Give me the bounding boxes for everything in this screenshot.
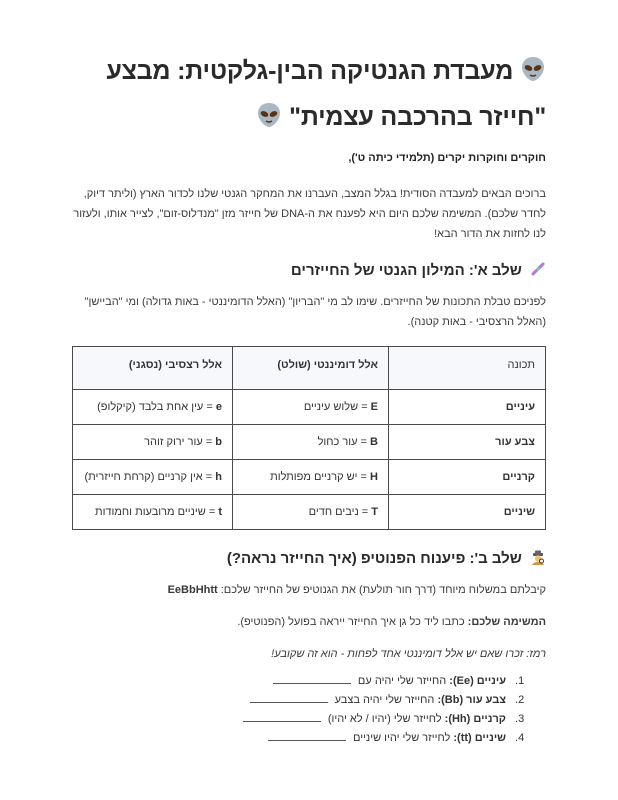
- list-item: [72, 672, 512, 691]
- recessive-cell: [73, 495, 233, 530]
- item-text: לחייזר שלי (יהיו / לא יהיו): [324, 713, 445, 725]
- table-row: [73, 425, 546, 460]
- trait-cell: עיניים: [389, 390, 546, 425]
- dominant-cell: [233, 425, 389, 460]
- genotype-value: EeBbHhtt: [167, 584, 218, 596]
- allele-description: = ניבים חדים: [308, 506, 372, 518]
- allele-description: = עין אחת בלבד (קיקלופ): [97, 401, 216, 413]
- allele-symbol: T: [371, 506, 378, 518]
- section-a-text: לפניכם טבלת התכונות של החייזרים. שימו לב מי "הבריון" (האלל הדומיננטי - באות גדולה) ומי "הביישן" (האלל הרצסיבי - באות קטנה).: [84, 296, 546, 328]
- alien-icon: [520, 52, 546, 80]
- genotype-intro: קיבלתם במשלוח מיוחד (דרך חור תולעת) את הגנוטיפ של החייזר שלכם:: [217, 584, 546, 596]
- item-text: לחייזר שלי יהיו שיניים: [349, 732, 454, 744]
- item-label: צבע עור (Bb):: [437, 694, 506, 706]
- item-label: קרניים (Hh):: [444, 713, 506, 725]
- allele-symbol: E: [370, 401, 378, 413]
- list-item: [72, 710, 512, 729]
- header-trait: תכונה: [389, 347, 546, 390]
- page-title-text: מעבדת הגנטיקה הבין-גלקטית: מבצע "חייזר בהרכבה עצמית": [106, 57, 546, 131]
- table-row: [73, 460, 546, 495]
- section-b-heading: [72, 548, 546, 570]
- allele-description: = עור ירוק זוהר: [144, 436, 216, 448]
- recessive-cell: [73, 425, 233, 460]
- allele-symbol: t: [218, 506, 222, 518]
- item-text: החייזר שלי יהיה עם: [354, 675, 450, 687]
- allele-symbol: H: [370, 471, 378, 483]
- task-text: כתבו ליד כל גן איך החייזר ייראה בפועל (הפנוטיפ).: [237, 616, 468, 628]
- item-label: עיניים (Ee):: [449, 675, 506, 687]
- section-a-heading: [72, 260, 546, 282]
- section-b-heading-text: שלב ב': פיענוח הפנוטיפ (איך החייזר נראה?): [226, 550, 522, 567]
- header-recessive: אלל רצסיבי (נסגני): [73, 347, 233, 390]
- section-a-heading-text: שלב א': המילון הגנטי של החייזרים: [290, 262, 522, 279]
- allele-description: = יש קרניים מפותלות: [270, 471, 371, 483]
- allele-description: = עור כחול: [317, 436, 371, 448]
- allele-symbol: B: [370, 436, 378, 448]
- dominant-cell: [233, 460, 389, 495]
- page-title: [72, 48, 546, 140]
- list-item: [72, 691, 512, 710]
- dna-icon: [530, 261, 546, 277]
- trait-cell: שיניים: [389, 495, 546, 530]
- table-header-row: [73, 347, 546, 390]
- allele-description: = שיניים מרובעות וחמודות: [94, 506, 219, 518]
- answer-blank[interactable]: [250, 691, 328, 703]
- detective-icon: [530, 549, 546, 565]
- allele-description: = שלוש עיניים: [303, 401, 371, 413]
- header-dominant: אלל דומיננטי (שולט): [233, 347, 389, 390]
- dominant-cell: [233, 390, 389, 425]
- recessive-cell: [73, 460, 233, 495]
- phenotype-list: [72, 672, 546, 748]
- answer-blank[interactable]: [243, 710, 321, 722]
- intro-paragraph: ברוכים הבאים למעבדה הסודית! בגלל המצב, העברנו את המחקר הגנטי שלנו לכדור הארץ (וליתר דיוק, לחדר שלכם). המשימה שלכם היום היא לפענח את ה-DNA של חייזר מזן "מנדלוס-זום", לצייר אותו, ולעזור לנו לחזות את הדור הבא!: [73, 188, 546, 240]
- allele-symbol: e: [215, 401, 222, 413]
- recessive-cell: [73, 390, 233, 425]
- answer-blank[interactable]: [268, 729, 346, 741]
- allele-symbol: b: [215, 436, 222, 448]
- table-row: [73, 495, 546, 530]
- hint-text: רמז: זכרו שאם יש אלל דומיננטי אחד לפחות - הוא זה שקובע!: [271, 648, 546, 660]
- task-label: המשימה שלכם:: [467, 616, 546, 628]
- table-row: [73, 390, 546, 425]
- genotype-paragraph: [72, 580, 546, 600]
- allele-description: = אין קרניים (קרחת חייזרית): [84, 471, 216, 483]
- traits-table: [72, 346, 546, 530]
- list-item: [72, 729, 512, 748]
- greeting: חוקרים וחוקרות יקרים (תלמידי כיתה ט'),: [348, 152, 546, 164]
- item-text: החייזר שלי יהיה בצבע: [331, 694, 438, 706]
- dominant-cell: [233, 495, 389, 530]
- trait-cell: צבע עור: [389, 425, 546, 460]
- task-paragraph: [72, 612, 546, 632]
- trait-cell: קרניים: [389, 460, 546, 495]
- alien-icon: [256, 98, 282, 126]
- answer-blank[interactable]: [273, 672, 351, 684]
- item-label: שיניים (tt):: [453, 732, 506, 744]
- allele-symbol: h: [215, 471, 222, 483]
